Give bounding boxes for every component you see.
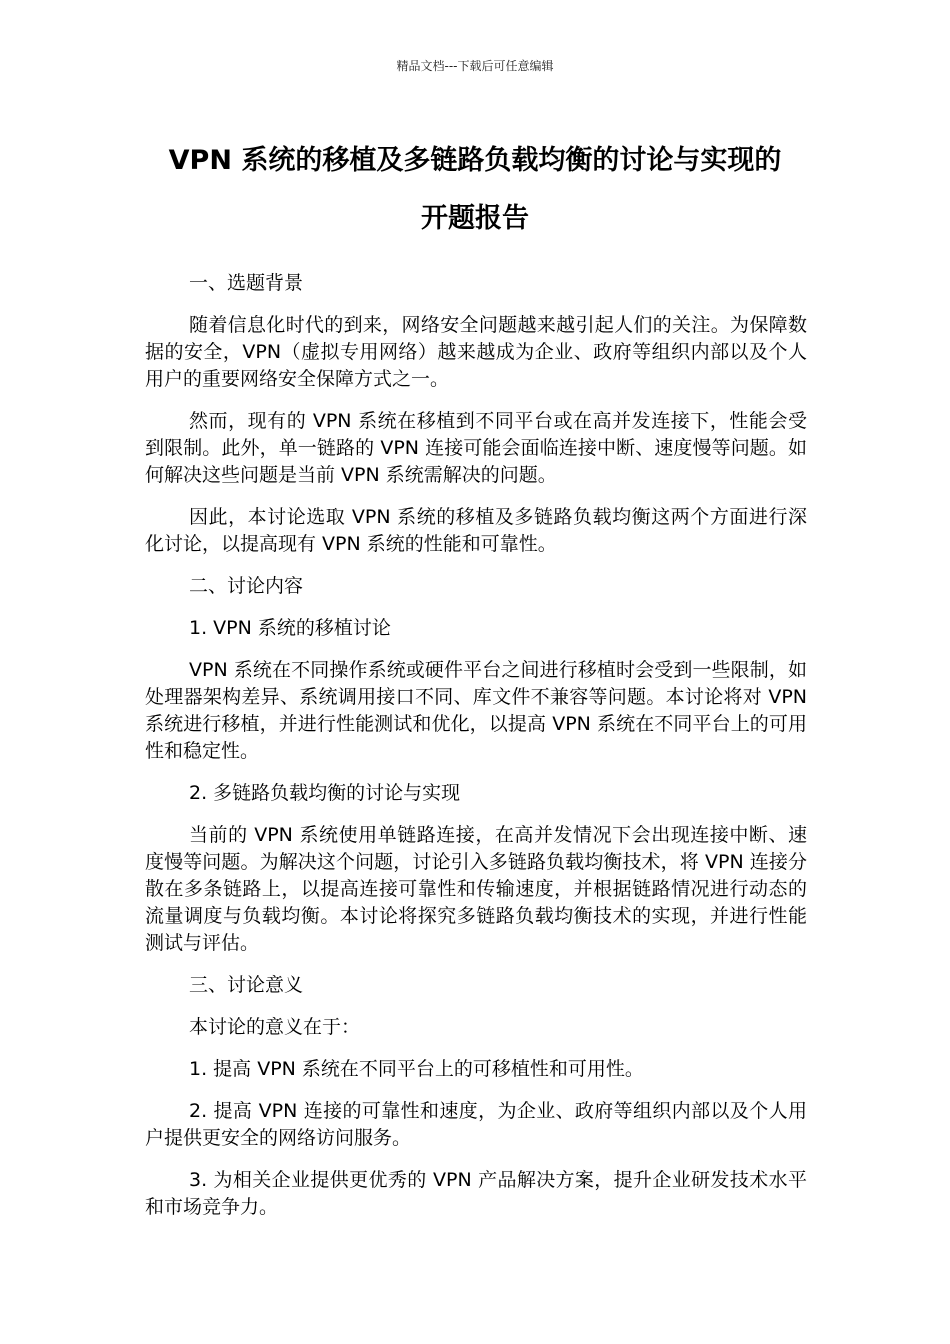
section-heading-significance: 三、讨论意义 bbox=[189, 974, 304, 996]
body-paragraph: VPN 系统在不同操作系统或硬件平台之间进行移植时会受到一些限制，如处理器架构差异、系统调用接口不同、库文件不兼容等问题。本讨论将对 VPN 系统进行移植，并进行性能测试和优化，以提高 VPN 系统在不同平台上的可用性和稳定性。 bbox=[145, 659, 807, 762]
title-line-2: 开题报告 bbox=[421, 203, 529, 234]
document-title bbox=[100, 132, 850, 248]
body-paragraph: 然而，现有的 VPN 系统在移植到不同平台或在高并发连接下，性能会受到限制。此外，单一链路的 VPN 连接可能会面临连接中断、速度慢等问题。如何解决这些问题是当前 VPN 系统需解决的问题。 bbox=[145, 410, 807, 486]
header-note: 精品文档---下载后可任意编辑 bbox=[396, 59, 554, 73]
section-heading-background: 一、选题背景 bbox=[189, 272, 304, 294]
subsection-heading-load-balancing: 2. 多链路负载均衡的讨论与实现 bbox=[189, 782, 461, 804]
body-paragraph: 随着信息化时代的到来，网络安全问题越来越引起人们的关注。为保障数据的安全，VPN（虚拟专用网络）越来越成为企业、政府等组织内部以及个人用户的重要网络安全保障方式之一。 bbox=[145, 314, 807, 390]
body-paragraph: 当前的 VPN 系统使用单链路连接，在高并发情况下会出现连接中断、速度慢等问题。为解决这个问题，讨论引入多链路负载均衡技术，将 VPN 连接分散在多条链路上，以提高连接可靠性和传输速度，并根据链路情况进行动态的流量调度与负载均衡。本讨论将探究多链路负载均衡技术的实现，并进行性能测试与评估。 bbox=[145, 824, 807, 954]
list-item: 3. 为相关企业提供更优秀的 VPN 产品解决方案，提升企业研发技术水平和市场竞争力。 bbox=[145, 1169, 807, 1218]
document-body bbox=[145, 270, 807, 1236]
subsection-heading-porting: 1. VPN 系统的移植讨论 bbox=[189, 617, 391, 639]
title-line-1: VPN 系统的移植及多链路负载均衡的讨论与实现的 bbox=[168, 145, 782, 176]
list-item: 2. 提高 VPN 连接的可靠性和速度，为企业、政府等组织内部以及个人用户提供更安全的网络访问服务。 bbox=[145, 1100, 807, 1149]
body-paragraph: 本讨论的意义在于： bbox=[189, 1016, 361, 1038]
body-paragraph: 因此，本讨论选取 VPN 系统的移植及多链路负载均衡这两个方面进行深化讨论，以提高现有 VPN 系统的性能和可靠性。 bbox=[145, 506, 807, 555]
list-item: 1. 提高 VPN 系统在不同平台上的可移植性和可用性。 bbox=[189, 1058, 644, 1080]
section-heading-content: 二、讨论内容 bbox=[189, 575, 304, 597]
